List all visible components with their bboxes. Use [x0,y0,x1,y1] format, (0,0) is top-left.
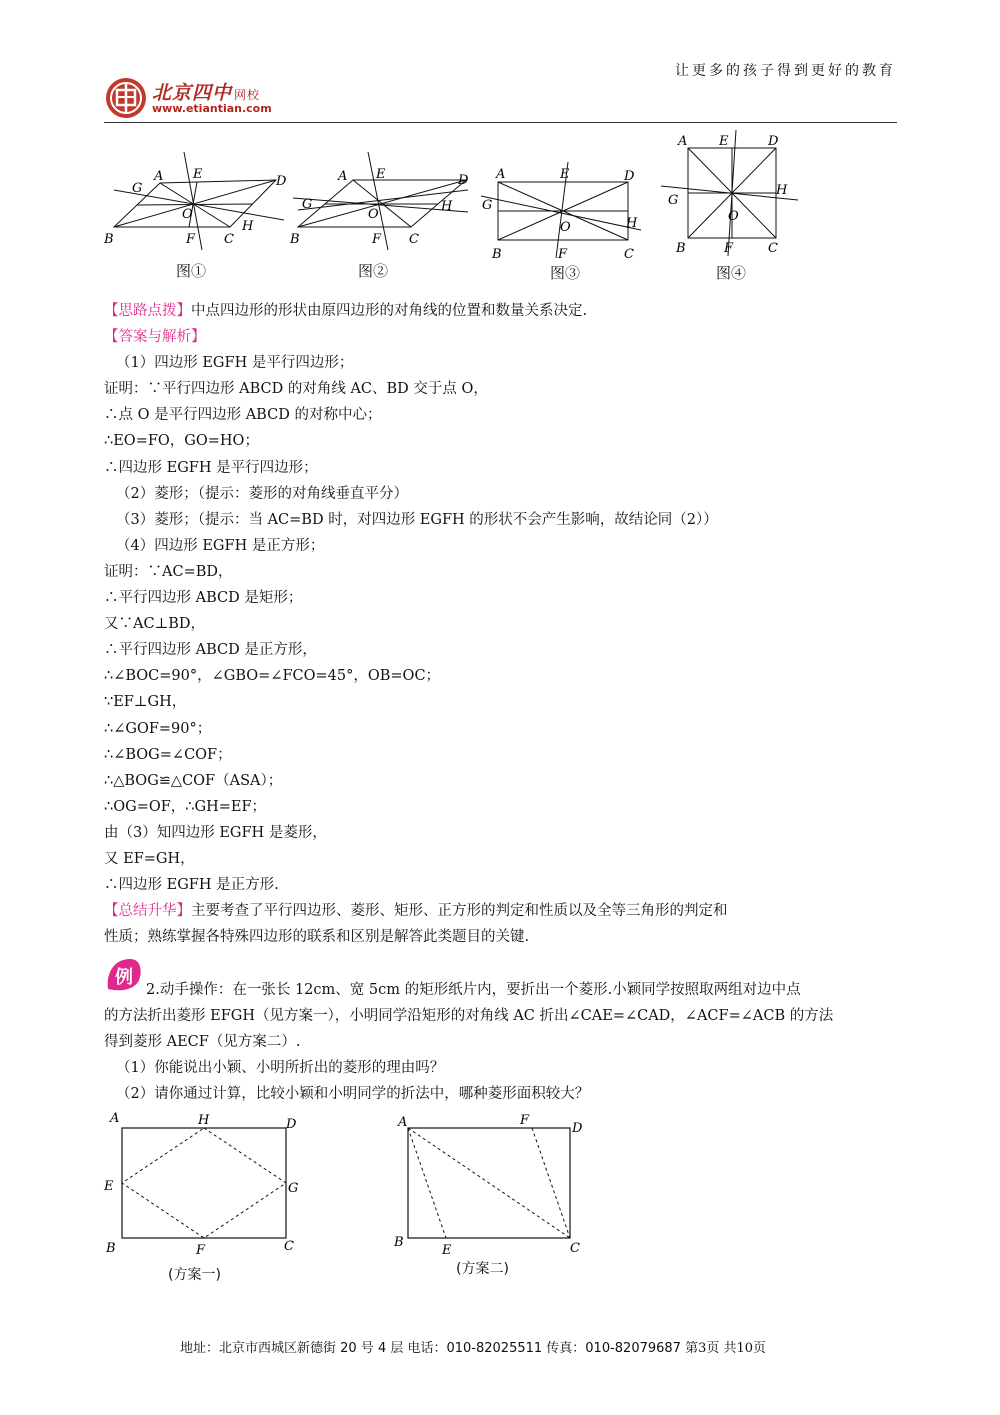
svg-text:G: G [482,198,493,213]
summary-tag: 【总结升华】 [104,903,191,920]
scheme-2-figure [390,1106,600,1256]
logo-name: 北京四中 网校 [152,82,261,104]
svg-text:A: A [678,134,688,149]
svg-text:A: A [110,1111,120,1126]
answer-lines [104,350,904,898]
svg-text:D: D [624,169,635,184]
svg-text:C: C [409,232,419,247]
figure-2-caption: 图② [358,262,389,280]
svg-text:H: H [198,1113,210,1128]
svg-text:F: F [372,232,382,247]
answer-line: ∴点 O 是平行四边形 ABCD 的对称中心； [104,407,382,424]
header-divider [104,122,897,123]
answer-line: 又 EF=GH， [104,850,195,867]
svg-text:O: O [728,209,739,224]
figure-1 [104,150,304,250]
svg-text:H: H [441,199,453,214]
svg-text:G: G [302,197,313,212]
figure-3 [476,160,656,270]
svg-text:H: H [242,219,254,234]
figure-4-caption: 图④ [716,264,747,282]
svg-text:E: E [193,167,203,182]
svg-text:E: E [719,134,729,149]
example-section [104,977,904,1107]
footer [180,1337,766,1356]
answer-line: 又∵AC⊥BD， [104,616,205,633]
svg-text:F: F [196,1243,206,1256]
svg-text:D: D [768,134,779,149]
example-line-2: 的方法折出菱形 EFGH（见方案一），小明同学沿矩形的对角线 AC 折出∠CAE=∠CAD，∠ACF=∠ACB 的方法 [104,1008,834,1025]
header-slogan: 让更多的孩子得到更好的教育 [675,63,896,79]
svg-text:O: O [368,207,379,222]
svg-text:E: E [104,1179,114,1194]
svg-text:H: H [776,183,788,198]
svg-text:F: F [558,247,568,262]
svg-text:A: A [338,169,348,184]
summary-line-2: 性质；熟练掌握各特殊四边形的联系和区别是解答此类题目的关键. [104,929,530,946]
scheme-1-caption: (方案一) [168,1267,221,1283]
svg-text:F: F [520,1113,530,1128]
svg-text:H: H [626,216,638,231]
svg-text:C: C [570,1241,580,1256]
answer-line: ∴∠GOF=90°； [104,720,212,737]
svg-text:B: B [492,247,502,262]
answer-line: （4）四边形 EGFH 是正方形； [116,537,325,554]
svg-text:F: F [186,232,196,247]
figure-4 [656,128,806,258]
footer-address: 地址：北京市西城区新德街 20 号 4 层 电话：010-82025511 传真：010-82079687 [180,1341,681,1356]
svg-text:B: B [104,232,114,247]
svg-text:例: 例 [115,967,133,988]
svg-text:D: D [286,1117,297,1132]
svg-text:B: B [290,232,300,247]
question-2: （2）请你通过计算，比较小颖和小明同学的折法中，哪种菱形面积较大？ [116,1086,590,1103]
answer-line: ∴∠BOC=90°，∠GBO=∠FCO=45°，OB=OC； [104,668,441,685]
logo-url: www.etiantian.com [152,102,272,115]
answer-line: （1）四边形 EGFH 是平行四边形； [116,355,354,372]
svg-text:C: C [224,232,234,247]
svg-text:F: F [724,241,734,256]
summary-line: 【总结升华】主要考查了平行四边形、菱形、矩形、正方形的判定和性质以及全等三角形的判定和 [104,903,728,920]
figure-1-caption: 图① [176,262,207,280]
svg-text:B: B [676,241,686,256]
svg-text:B: B [394,1235,404,1250]
svg-text:E: E [376,167,386,182]
figure-2 [288,150,478,250]
scheme-1-figure [100,1106,320,1256]
svg-text:C: C [624,247,634,262]
svg-text:D: D [572,1121,583,1136]
svg-text:D: D [458,173,469,188]
hint-line: 【思路点拨】中点四边形的形状由原四边形的对角线的位置和数量关系决定. [104,303,588,319]
svg-text:B: B [106,1241,116,1256]
answer-line: ∴EO=FO，GO=HO； [104,433,259,450]
svg-text:C: C [768,241,778,256]
answer-line: ∴平行四边形 ABCD 是矩形； [104,590,303,607]
svg-text:G: G [132,181,143,196]
svg-text:G: G [668,193,679,208]
svg-text:E: E [560,167,570,182]
svg-text:G: G [288,1181,299,1196]
example-line-3: 得到菱形 AECF（见方案二）. [104,1034,301,1051]
svg-text:A: A [496,167,506,182]
svg-text:A: A [154,169,164,184]
example-line-1: 2.动手操作：在一张长 12cm、宽 5cm 的矩形纸片内，要折出一个菱形.小颖同学按照取两组对边中点 [146,982,801,998]
question-1: （1）你能说出小颖、小明所折出的菱形的理由吗？ [116,1060,445,1077]
answer-line: ∵EF⊥GH， [104,694,187,711]
answer-line: ∴四边形 EGFH 是平行四边形； [104,459,318,476]
answer-tag: 【答案与解析】 [104,329,206,346]
answer-line: ∴平行四边形 ABCD 是正方形， [104,642,317,659]
answer-line: ∴四边形 EGFH 是正方形. [104,877,279,894]
answer-line: ∴△BOG≌△COF（ASA）； [104,772,283,789]
answer-line: 由（3）知四边形 EGFH 是菱形， [104,824,327,841]
logo-emblem-icon [104,76,148,124]
svg-text:D: D [276,174,287,189]
scheme-2-caption: (方案二) [456,1261,509,1277]
answer-tag-line [104,324,904,350]
analysis-section [104,298,904,950]
answer-line: （2）菱形；（提示：菱形的对角线垂直平分） [116,485,408,502]
hint-tag: 【思路点拨】 [104,303,191,319]
answer-line: 证明：∵平行四边形 ABCD 的对角线 AC、BD 交于点 O， [104,381,488,398]
answer-line: 证明：∵AC=BD， [104,563,233,580]
answer-line: ∴OG=OF，∴GH=EF； [104,798,267,815]
svg-text:O: O [182,207,193,222]
svg-text:A: A [398,1115,408,1130]
svg-text:C: C [284,1239,294,1254]
answer-line: （3）菱形；（提示：当 AC=BD 时，对四边形 EGFH 的形状不会产生影响，故结论同（2）） [116,511,718,528]
svg-text:E: E [442,1243,452,1256]
footer-page: 第3页 共10页 [685,1341,767,1356]
answer-line: ∴∠BOG=∠COF； [104,746,232,763]
svg-text:O: O [560,220,571,235]
figure-3-caption: 图③ [550,264,581,282]
